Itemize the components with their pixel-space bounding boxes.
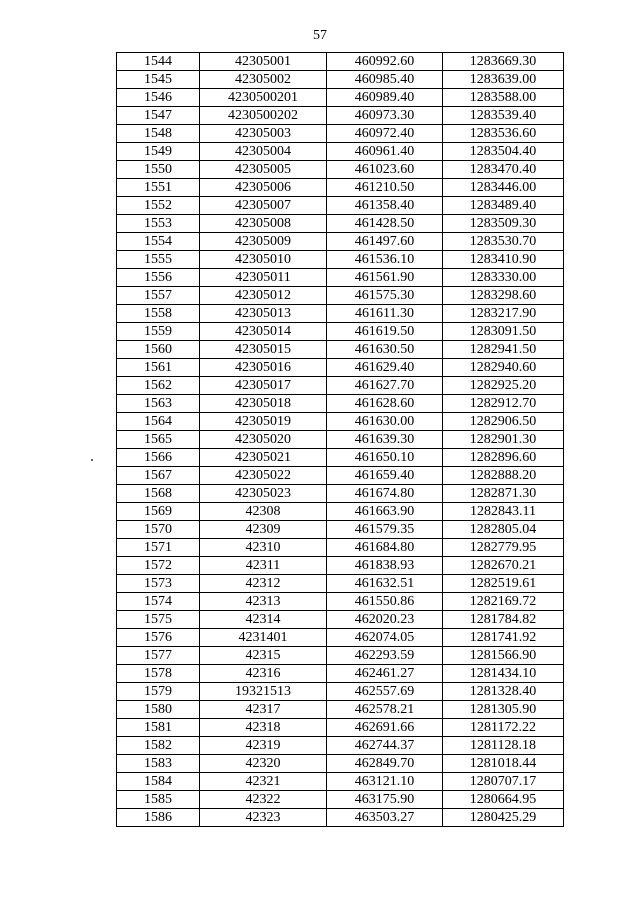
- row-number-cell: 1555: [117, 251, 200, 269]
- y-coordinate-cell: 1282670.21: [443, 557, 564, 575]
- point-id-cell: 42305020: [200, 431, 327, 449]
- point-id-cell: 42319: [200, 737, 327, 755]
- row-number-cell: 1552: [117, 197, 200, 215]
- point-id-cell: 42305007: [200, 197, 327, 215]
- x-coordinate-cell: 461619.50: [327, 323, 443, 341]
- y-coordinate-cell: 1283669.30: [443, 53, 564, 71]
- table-row: [117, 71, 564, 89]
- row-number-cell: 1572: [117, 557, 200, 575]
- y-coordinate-cell: 1281741.92: [443, 629, 564, 647]
- point-id-cell: 42305006: [200, 179, 327, 197]
- x-coordinate-cell: 461550.86: [327, 593, 443, 611]
- point-id-cell: 42305012: [200, 287, 327, 305]
- row-number-cell: 1566: [117, 449, 200, 467]
- x-coordinate-cell: 461023.60: [327, 161, 443, 179]
- row-number-cell: 1568: [117, 485, 200, 503]
- point-id-cell: 42305011: [200, 269, 327, 287]
- y-coordinate-cell: 1282912.70: [443, 395, 564, 413]
- row-number-cell: 1576: [117, 629, 200, 647]
- point-id-cell: 42305009: [200, 233, 327, 251]
- row-number-cell: 1553: [117, 215, 200, 233]
- y-coordinate-cell: 1283530.70: [443, 233, 564, 251]
- point-id-cell: 42312: [200, 575, 327, 593]
- point-id-cell: 42305015: [200, 341, 327, 359]
- point-id-cell: 42305013: [200, 305, 327, 323]
- y-coordinate-cell: 1283536.60: [443, 125, 564, 143]
- table-row: [117, 755, 564, 773]
- y-coordinate-cell: 1283639.00: [443, 71, 564, 89]
- x-coordinate-cell: 462074.05: [327, 629, 443, 647]
- y-coordinate-cell: 1280425.29: [443, 809, 564, 827]
- table-row: [117, 773, 564, 791]
- y-coordinate-cell: 1282940.60: [443, 359, 564, 377]
- x-coordinate-cell: 461632.51: [327, 575, 443, 593]
- coordinates-table-body: [117, 53, 564, 827]
- table-row: [117, 737, 564, 755]
- point-id-cell: 42320: [200, 755, 327, 773]
- y-coordinate-cell: 1282925.20: [443, 377, 564, 395]
- table-row: [117, 485, 564, 503]
- row-number-cell: 1563: [117, 395, 200, 413]
- x-coordinate-cell: 463503.27: [327, 809, 443, 827]
- x-coordinate-cell: 461210.50: [327, 179, 443, 197]
- y-coordinate-cell: 1283509.30: [443, 215, 564, 233]
- y-coordinate-cell: 1282888.20: [443, 467, 564, 485]
- y-coordinate-cell: 1280707.17: [443, 773, 564, 791]
- y-coordinate-cell: 1283504.40: [443, 143, 564, 161]
- row-number-cell: 1581: [117, 719, 200, 737]
- x-coordinate-cell: 461428.50: [327, 215, 443, 233]
- row-number-cell: 1546: [117, 89, 200, 107]
- point-id-cell: 42308: [200, 503, 327, 521]
- table-row: [117, 665, 564, 683]
- point-id-cell: 42316: [200, 665, 327, 683]
- y-coordinate-cell: 1281328.40: [443, 683, 564, 701]
- table-row: [117, 377, 564, 395]
- y-coordinate-cell: 1280664.95: [443, 791, 564, 809]
- point-id-cell: 42305019: [200, 413, 327, 431]
- x-coordinate-cell: 462691.66: [327, 719, 443, 737]
- table-row: [117, 143, 564, 161]
- point-id-cell: 42322: [200, 791, 327, 809]
- point-id-cell: 42305018: [200, 395, 327, 413]
- point-id-cell: 42305001: [200, 53, 327, 71]
- row-number-cell: 1560: [117, 341, 200, 359]
- y-coordinate-cell: 1281018.44: [443, 755, 564, 773]
- row-number-cell: 1570: [117, 521, 200, 539]
- row-number-cell: 1558: [117, 305, 200, 323]
- y-coordinate-cell: 1282779.95: [443, 539, 564, 557]
- table-row: [117, 323, 564, 341]
- x-coordinate-cell: 461684.80: [327, 539, 443, 557]
- point-id-cell: 42305002: [200, 71, 327, 89]
- table-row: [117, 359, 564, 377]
- y-coordinate-cell: 1281172.22: [443, 719, 564, 737]
- x-coordinate-cell: 461650.10: [327, 449, 443, 467]
- row-number-cell: 1547: [117, 107, 200, 125]
- y-coordinate-cell: 1283298.60: [443, 287, 564, 305]
- row-number-cell: 1562: [117, 377, 200, 395]
- point-id-cell: 42305014: [200, 323, 327, 341]
- y-coordinate-cell: 1282805.04: [443, 521, 564, 539]
- y-coordinate-cell: 1283091.50: [443, 323, 564, 341]
- table-row: [117, 89, 564, 107]
- x-coordinate-cell: 461639.30: [327, 431, 443, 449]
- y-coordinate-cell: 1282941.50: [443, 341, 564, 359]
- point-id-cell: 42305003: [200, 125, 327, 143]
- table-row: [117, 197, 564, 215]
- y-coordinate-cell: 1281434.10: [443, 665, 564, 683]
- x-coordinate-cell: 461575.30: [327, 287, 443, 305]
- row-number-cell: 1585: [117, 791, 200, 809]
- row-number-cell: 1565: [117, 431, 200, 449]
- row-number-cell: 1545: [117, 71, 200, 89]
- y-coordinate-cell: 1283539.40: [443, 107, 564, 125]
- x-coordinate-cell: 461358.40: [327, 197, 443, 215]
- row-number-cell: 1583: [117, 755, 200, 773]
- table-row: [117, 575, 564, 593]
- stray-mark: [91, 459, 93, 461]
- x-coordinate-cell: 461663.90: [327, 503, 443, 521]
- table-row: [117, 647, 564, 665]
- x-coordinate-cell: 460973.30: [327, 107, 443, 125]
- x-coordinate-cell: 461579.35: [327, 521, 443, 539]
- table-row: [117, 791, 564, 809]
- table-row: [117, 53, 564, 71]
- point-id-cell: 42310: [200, 539, 327, 557]
- table-row: [117, 341, 564, 359]
- x-coordinate-cell: 461627.70: [327, 377, 443, 395]
- y-coordinate-cell: 1281784.82: [443, 611, 564, 629]
- table-row: [117, 593, 564, 611]
- x-coordinate-cell: 461629.40: [327, 359, 443, 377]
- x-coordinate-cell: 462849.70: [327, 755, 443, 773]
- table-row: [117, 125, 564, 143]
- x-coordinate-cell: 462020.23: [327, 611, 443, 629]
- y-coordinate-cell: 1283410.90: [443, 251, 564, 269]
- point-id-cell: 42313: [200, 593, 327, 611]
- point-id-cell: 42323: [200, 809, 327, 827]
- x-coordinate-cell: 462578.21: [327, 701, 443, 719]
- y-coordinate-cell: 1283470.40: [443, 161, 564, 179]
- point-id-cell: 42305022: [200, 467, 327, 485]
- point-id-cell: 42305008: [200, 215, 327, 233]
- point-id-cell: 42309: [200, 521, 327, 539]
- row-number-cell: 1548: [117, 125, 200, 143]
- coordinates-table: [116, 52, 564, 827]
- x-coordinate-cell: 463121.10: [327, 773, 443, 791]
- table-row: [117, 809, 564, 827]
- x-coordinate-cell: 461674.80: [327, 485, 443, 503]
- row-number-cell: 1569: [117, 503, 200, 521]
- table-row: [117, 179, 564, 197]
- row-number-cell: 1578: [117, 665, 200, 683]
- y-coordinate-cell: 1283588.00: [443, 89, 564, 107]
- row-number-cell: 1554: [117, 233, 200, 251]
- row-number-cell: 1544: [117, 53, 200, 71]
- row-number-cell: 1559: [117, 323, 200, 341]
- x-coordinate-cell: 460992.60: [327, 53, 443, 71]
- row-number-cell: 1567: [117, 467, 200, 485]
- x-coordinate-cell: 461659.40: [327, 467, 443, 485]
- x-coordinate-cell: 460961.40: [327, 143, 443, 161]
- table-row: [117, 503, 564, 521]
- point-id-cell: 42318: [200, 719, 327, 737]
- point-id-cell: 42305021: [200, 449, 327, 467]
- x-coordinate-cell: 460972.40: [327, 125, 443, 143]
- point-id-cell: 42305010: [200, 251, 327, 269]
- row-number-cell: 1550: [117, 161, 200, 179]
- x-coordinate-cell: 460985.40: [327, 71, 443, 89]
- table-row: [117, 557, 564, 575]
- y-coordinate-cell: 1282169.72: [443, 593, 564, 611]
- row-number-cell: 1549: [117, 143, 200, 161]
- x-coordinate-cell: 461838.93: [327, 557, 443, 575]
- table-row: [117, 233, 564, 251]
- table-row: [117, 449, 564, 467]
- row-number-cell: 1571: [117, 539, 200, 557]
- x-coordinate-cell: 462461.27: [327, 665, 443, 683]
- y-coordinate-cell: 1281128.18: [443, 737, 564, 755]
- point-id-cell: 42311: [200, 557, 327, 575]
- y-coordinate-cell: 1283217.90: [443, 305, 564, 323]
- x-coordinate-cell: 461536.10: [327, 251, 443, 269]
- y-coordinate-cell: 1281566.90: [443, 647, 564, 665]
- table-row: [117, 161, 564, 179]
- table-row: [117, 107, 564, 125]
- y-coordinate-cell: 1282519.61: [443, 575, 564, 593]
- table-row: [117, 683, 564, 701]
- point-id-cell: 42321: [200, 773, 327, 791]
- row-number-cell: 1564: [117, 413, 200, 431]
- point-id-cell: 42305005: [200, 161, 327, 179]
- x-coordinate-cell: 463175.90: [327, 791, 443, 809]
- x-coordinate-cell: 461561.90: [327, 269, 443, 287]
- point-id-cell: 4231401: [200, 629, 327, 647]
- y-coordinate-cell: 1282843.11: [443, 503, 564, 521]
- y-coordinate-cell: 1283446.00: [443, 179, 564, 197]
- x-coordinate-cell: 461611.30: [327, 305, 443, 323]
- point-id-cell: 19321513: [200, 683, 327, 701]
- x-coordinate-cell: 461497.60: [327, 233, 443, 251]
- row-number-cell: 1557: [117, 287, 200, 305]
- x-coordinate-cell: 462293.59: [327, 647, 443, 665]
- x-coordinate-cell: 462557.69: [327, 683, 443, 701]
- point-id-cell: 4230500201: [200, 89, 327, 107]
- y-coordinate-cell: 1282901.30: [443, 431, 564, 449]
- row-number-cell: 1586: [117, 809, 200, 827]
- y-coordinate-cell: 1283489.40: [443, 197, 564, 215]
- row-number-cell: 1574: [117, 593, 200, 611]
- table-row: [117, 215, 564, 233]
- x-coordinate-cell: 462744.37: [327, 737, 443, 755]
- row-number-cell: 1556: [117, 269, 200, 287]
- table-row: [117, 287, 564, 305]
- table-row: [117, 629, 564, 647]
- row-number-cell: 1584: [117, 773, 200, 791]
- row-number-cell: 1577: [117, 647, 200, 665]
- x-coordinate-cell: 461630.00: [327, 413, 443, 431]
- table-row: [117, 413, 564, 431]
- table-row: [117, 431, 564, 449]
- point-id-cell: 4230500202: [200, 107, 327, 125]
- y-coordinate-cell: 1282871.30: [443, 485, 564, 503]
- table-row: [117, 467, 564, 485]
- row-number-cell: 1573: [117, 575, 200, 593]
- point-id-cell: 42305004: [200, 143, 327, 161]
- table-row: [117, 305, 564, 323]
- x-coordinate-cell: 461630.50: [327, 341, 443, 359]
- point-id-cell: 42305017: [200, 377, 327, 395]
- table-row: [117, 269, 564, 287]
- point-id-cell: 42314: [200, 611, 327, 629]
- point-id-cell: 42317: [200, 701, 327, 719]
- table-row: [117, 539, 564, 557]
- x-coordinate-cell: 461628.60: [327, 395, 443, 413]
- point-id-cell: 42315: [200, 647, 327, 665]
- y-coordinate-cell: 1283330.00: [443, 269, 564, 287]
- table-row: [117, 251, 564, 269]
- row-number-cell: 1582: [117, 737, 200, 755]
- table-row: [117, 395, 564, 413]
- row-number-cell: 1579: [117, 683, 200, 701]
- row-number-cell: 1580: [117, 701, 200, 719]
- x-coordinate-cell: 460989.40: [327, 89, 443, 107]
- table-row: [117, 719, 564, 737]
- table-row: [117, 521, 564, 539]
- row-number-cell: 1551: [117, 179, 200, 197]
- y-coordinate-cell: 1282906.50: [443, 413, 564, 431]
- y-coordinate-cell: 1282896.60: [443, 449, 564, 467]
- page-number: 57: [313, 28, 327, 43]
- row-number-cell: 1575: [117, 611, 200, 629]
- point-id-cell: 42305023: [200, 485, 327, 503]
- y-coordinate-cell: 1281305.90: [443, 701, 564, 719]
- row-number-cell: 1561: [117, 359, 200, 377]
- point-id-cell: 42305016: [200, 359, 327, 377]
- table-row: [117, 701, 564, 719]
- table-row: [117, 611, 564, 629]
